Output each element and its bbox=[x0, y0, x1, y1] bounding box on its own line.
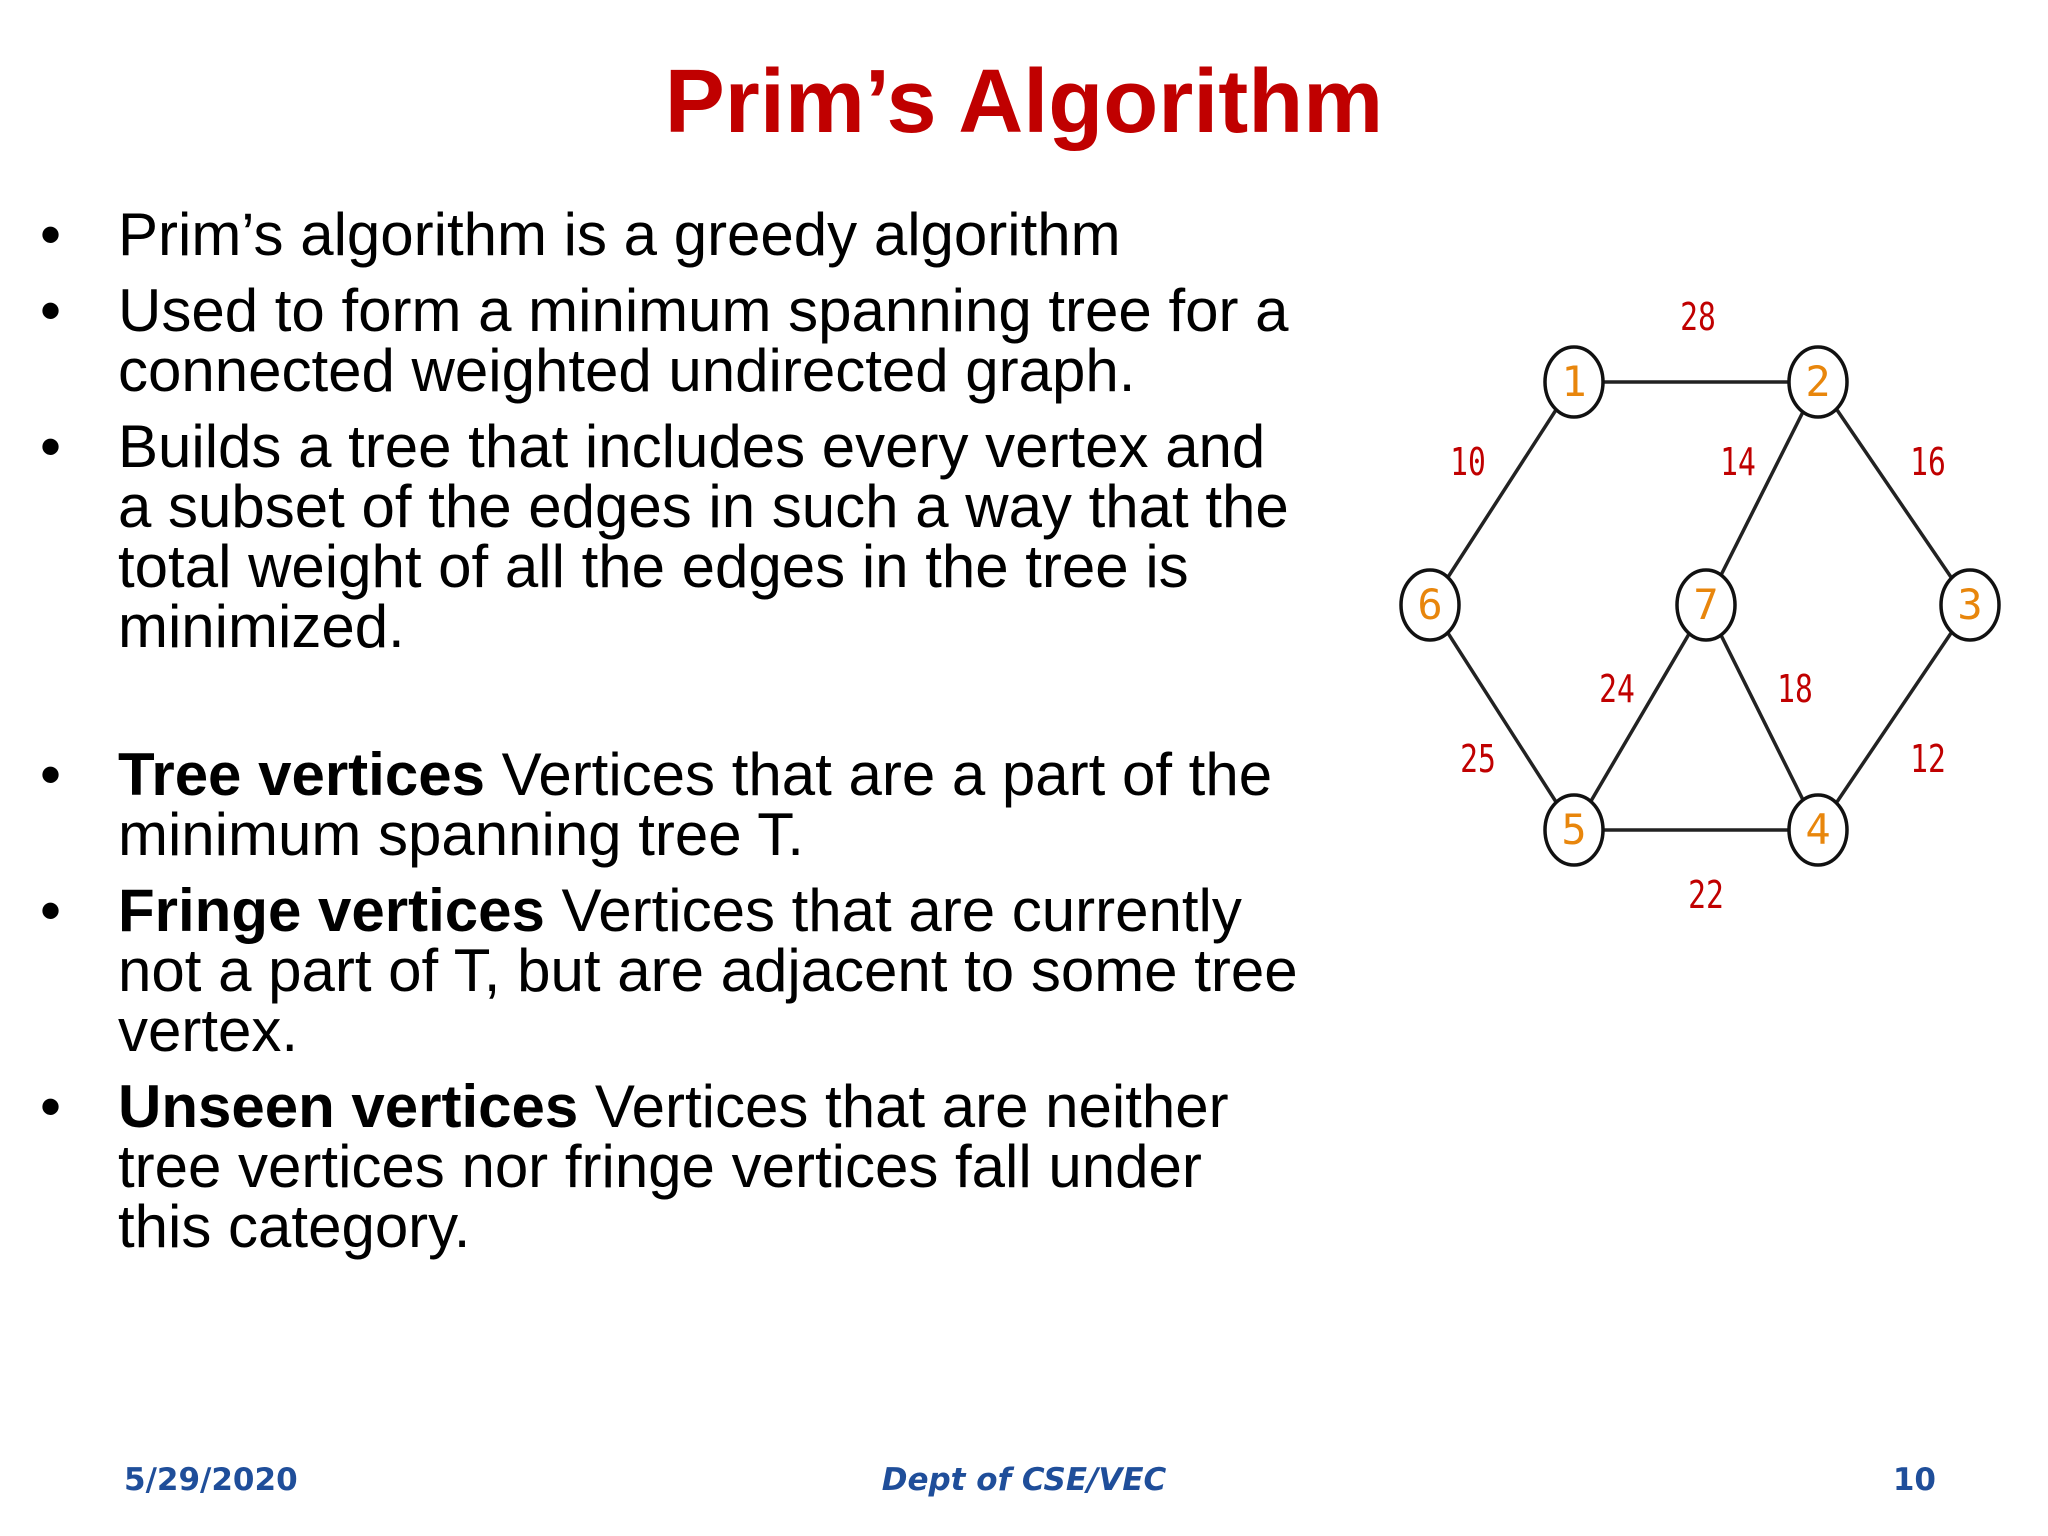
bullet-item bbox=[40, 201, 1300, 268]
graph-edge-7-4 bbox=[1706, 605, 1818, 830]
bullet-item bbox=[40, 741, 1300, 868]
bullet-dot: • bbox=[40, 741, 62, 808]
graph-edge-1-6 bbox=[1430, 382, 1574, 605]
bullet-dot: • bbox=[40, 201, 62, 268]
edge-weight-label: 22 bbox=[1688, 873, 1724, 919]
bullet-text: Used to form a minimum spanning tree for a connected weighted undirected graph. bbox=[118, 277, 1289, 404]
bullet-item bbox=[40, 1073, 1300, 1260]
graph-edge-3-4 bbox=[1818, 605, 1970, 830]
bullet-term: Fringe vertices bbox=[118, 877, 545, 944]
bullet-text: Builds a tree that includes every vertex and a subset of the edges in such a way that the total weight of all the edges in the tree is minimized. bbox=[118, 413, 1289, 660]
bullet-text: Vertices that are currently not a part of T, but are adjacent to some tree vertex. bbox=[118, 877, 1298, 1064]
edge-weight-label: 10 bbox=[1450, 440, 1486, 486]
edge-weight-label: 12 bbox=[1910, 737, 1946, 783]
bullet-item bbox=[40, 413, 1300, 660]
bullet-item bbox=[40, 877, 1300, 1064]
node-label: 7 bbox=[1693, 580, 1719, 629]
node-label: 4 bbox=[1805, 805, 1831, 854]
footer-date: 5/29/2020 bbox=[124, 1462, 298, 1498]
bullet-dot: • bbox=[40, 1073, 62, 1140]
edge-weight-label: 14 bbox=[1720, 440, 1756, 486]
footer-page-number: 10 bbox=[1892, 1462, 1936, 1498]
edge-weight-label: 25 bbox=[1460, 737, 1496, 783]
node-label: 3 bbox=[1957, 580, 1983, 629]
edge-weight-label: 24 bbox=[1599, 667, 1635, 713]
edge-weight-label: 18 bbox=[1777, 667, 1813, 713]
graph-edge-7-5 bbox=[1574, 605, 1706, 830]
graph-edge-6-5 bbox=[1430, 605, 1574, 830]
node-label: 2 bbox=[1805, 357, 1831, 406]
bullet-term: Unseen vertices bbox=[118, 1073, 579, 1140]
slide-title: Prim’s Algorithm bbox=[664, 52, 1384, 152]
node-label: 1 bbox=[1561, 357, 1587, 406]
bullet-list bbox=[40, 201, 1300, 1260]
edge-weight-label: 28 bbox=[1680, 300, 1716, 341]
node-label: 5 bbox=[1561, 805, 1587, 854]
bullet-term: Tree vertices bbox=[118, 741, 485, 808]
bullet-item bbox=[40, 277, 1300, 404]
bullet-dot: • bbox=[40, 877, 62, 944]
bullet-text: Prim’s algorithm is a greedy algorithm bbox=[118, 201, 1121, 268]
bullet-text: Vertices that are neither tree vertices nor fringe vertices fall under this category. bbox=[118, 1073, 1229, 1260]
node-label: 6 bbox=[1417, 580, 1443, 629]
graph-edge-2-7 bbox=[1706, 382, 1818, 605]
bullet-dot: • bbox=[40, 277, 62, 344]
graph-edge-2-3 bbox=[1818, 382, 1970, 605]
edge-weight-label: 16 bbox=[1910, 440, 1946, 486]
bullet-dot: • bbox=[40, 413, 62, 480]
footer-dept: Dept of CSE/VEC bbox=[881, 1462, 1167, 1498]
bullet-text: Vertices that are a part of the minimum spanning tree T. bbox=[118, 741, 1273, 868]
weighted-graph-diagram bbox=[1380, 300, 2020, 920]
